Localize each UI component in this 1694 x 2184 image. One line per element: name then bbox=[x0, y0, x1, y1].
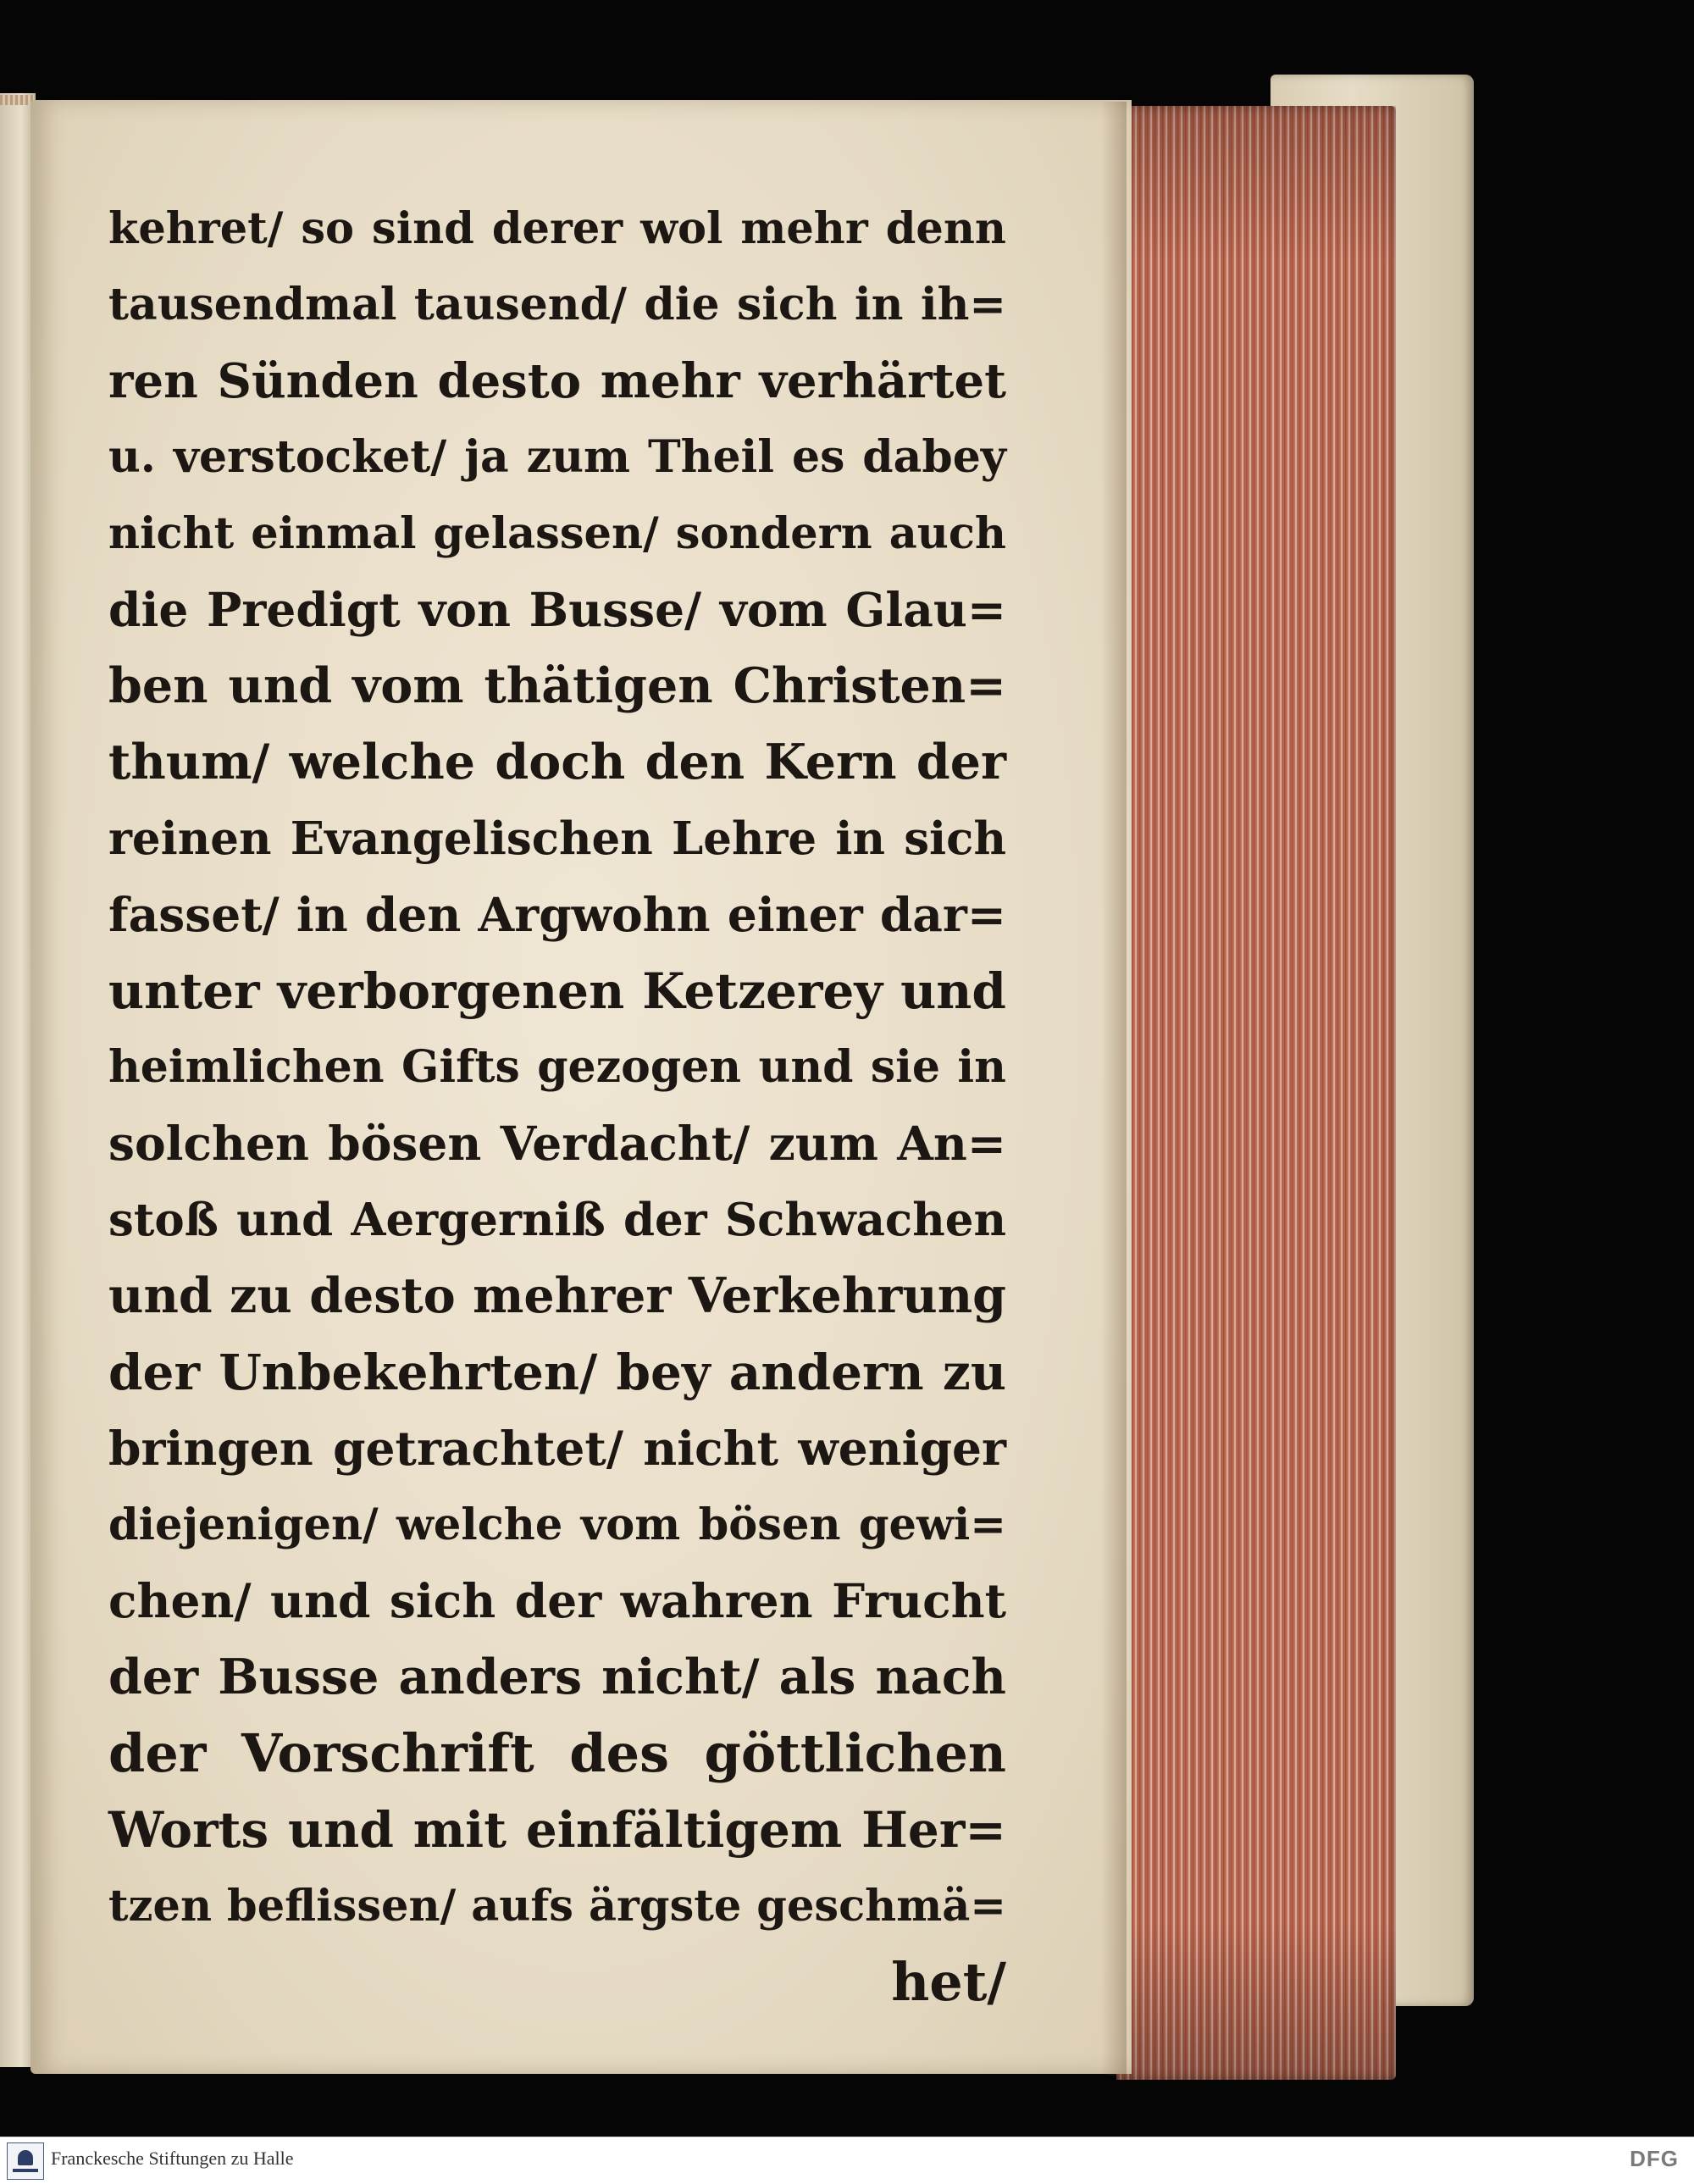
text-line: solchen bösen Verdacht/ zum An= bbox=[108, 1116, 1006, 1171]
institution-name: Franckesche Stiftungen zu Halle bbox=[51, 2148, 294, 2169]
funder-logo: DFG bbox=[1630, 2146, 1679, 2171]
institution-logo-icon bbox=[7, 2142, 44, 2180]
text-line: fasset/ in den Argwohn einer dar= bbox=[108, 887, 1006, 942]
text-line: der Vorschrift des göttlichen bbox=[108, 1722, 1006, 1784]
text-line: tausendmal tausend/ die sich in ih= bbox=[108, 279, 1006, 330]
text-line: stoß und Aergerniß der Schwachen bbox=[108, 1194, 1006, 1246]
text-line: der Busse anders nicht/ als nach bbox=[108, 1649, 1006, 1705]
text-line: heimlichen Gifts gezogen und sie in bbox=[108, 1041, 1006, 1093]
page-block-fore-edge bbox=[1116, 106, 1396, 2080]
viewer-footer bbox=[0, 2137, 1694, 2184]
text-line: reinen Evangelischen Lehre in sich bbox=[108, 812, 1006, 865]
text-line-catchword: het/ bbox=[891, 1951, 1006, 2013]
text-line: die Predigt von Busse/ vom Glau= bbox=[108, 582, 1006, 637]
text-line: kehret/ so sind derer wol mehr denn bbox=[108, 203, 1006, 254]
facing-page-top-edge bbox=[0, 95, 34, 105]
text-line: nicht einmal gelassen/ sondern auch bbox=[108, 508, 1006, 559]
text-line: chen/ und sich der wahren Frucht bbox=[108, 1573, 1006, 1628]
text-line: unter verborgenen Ketzerey und bbox=[108, 962, 1006, 1020]
text-line: bringen getrachtet/ nicht weniger bbox=[108, 1421, 1006, 1476]
text-line: diejenigen/ welche vom bösen gewi= bbox=[108, 1499, 1006, 1550]
text-line: ben und vom thätigen Christen= bbox=[108, 657, 1006, 714]
page-gutter-shadow bbox=[1101, 102, 1127, 2076]
text-line: ren Sünden desto mehr verhärtet bbox=[108, 353, 1006, 409]
page-text bbox=[108, 191, 1006, 2020]
text-line: tzen beflissen/ aufs ärgste geschmä= bbox=[108, 1881, 1006, 1932]
text-line: thum/ welche doch den Kern der bbox=[108, 734, 1006, 790]
text-line: u. verstocket/ ja zum Theil es dabey bbox=[108, 431, 1006, 483]
text-line: und zu desto mehrer Verkehrung bbox=[108, 1267, 1006, 1324]
text-line: Worts und mit einfältigem Her= bbox=[108, 1801, 1006, 1859]
text-line: der Unbekehrten/ bey andern zu bbox=[108, 1344, 1006, 1401]
